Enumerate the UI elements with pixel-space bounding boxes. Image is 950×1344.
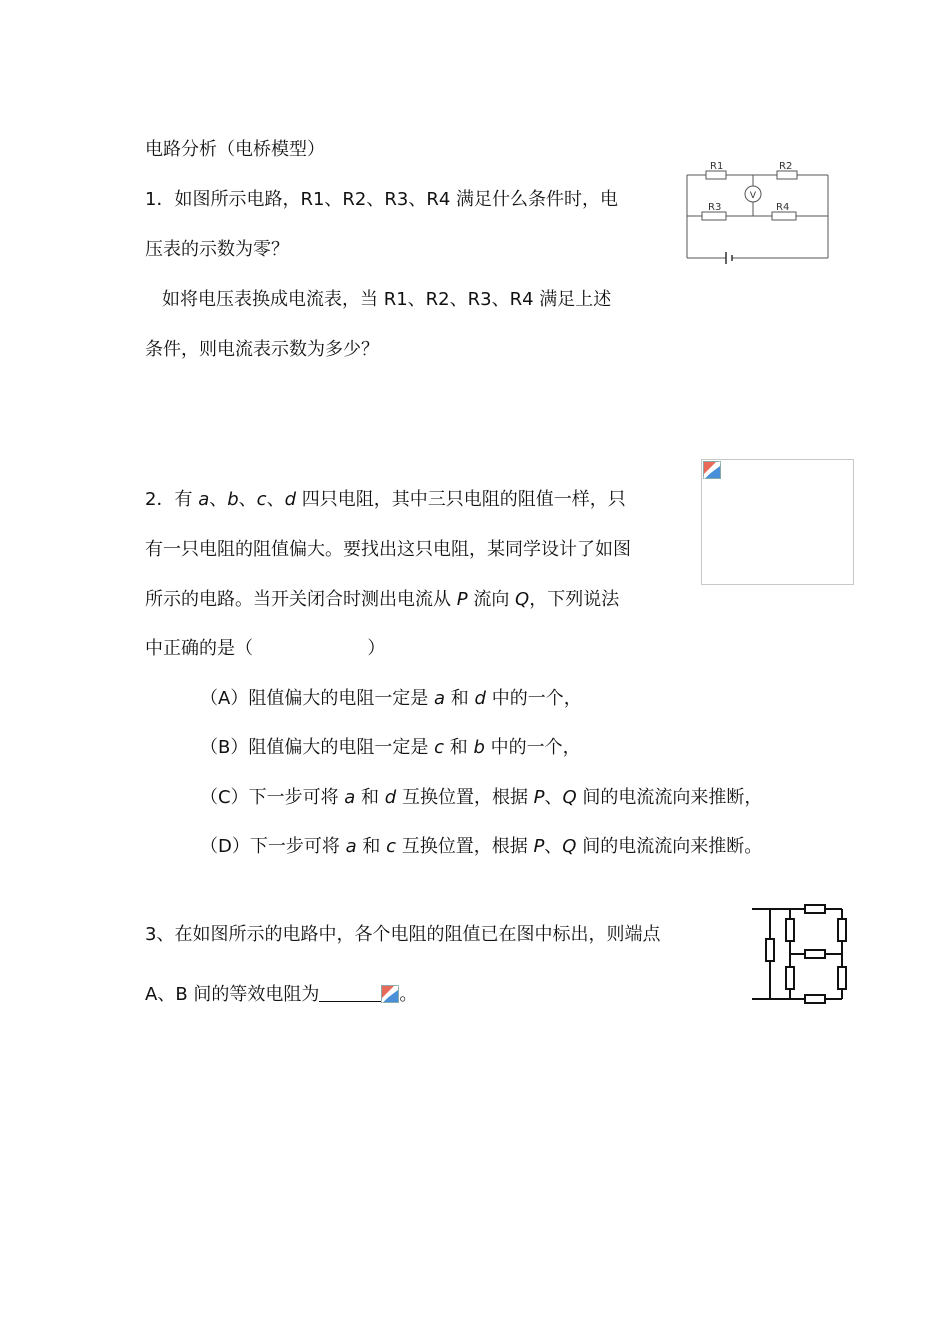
voltmeter-label: V — [749, 191, 757, 201]
q1-line-2: 压表的示数为零？ — [145, 239, 289, 260]
q2-figure-placeholder — [701, 459, 854, 585]
label-r1: R1 — [710, 161, 724, 172]
broken-image-icon — [381, 985, 399, 1003]
q2-line-3: 所示的电路。当开关闭合时测出电流从 P 流向 Q，下列说法 — [145, 589, 620, 610]
q2-option-b: （B）阻值偏大的电阻一定是 c 和 b 中的一个， — [200, 737, 581, 758]
q3-resistor-network-figure — [750, 903, 850, 1003]
label-r3: R3 — [708, 202, 722, 213]
q1-line-1: 1．如图所示电路，R1、R2、R3、R4 满足什么条件时，电 — [145, 189, 619, 210]
q3-line-1: 3、在如图所示的电路中，各个电阻的阻值已在图中标出，则端点 — [145, 924, 661, 945]
label-r2: R2 — [779, 161, 793, 172]
q1-line-4: 条件，则电流表示数为多少？ — [145, 339, 379, 360]
label-r4: R4 — [776, 202, 790, 213]
q2-line-1: 2．有 a、b、c、d 四只电阻，其中三只电阻的阻值一样，只 — [145, 489, 626, 510]
q2-option-a: （A）阻值偏大的电阻一定是 a 和 d 中的一个， — [200, 688, 582, 709]
page-title: 电路分析（电桥模型） — [145, 139, 325, 160]
q2-line-2: 有一只电阻的阻值偏大。要找出这只电阻，某同学设计了如图 — [145, 539, 631, 560]
q3-line-2: A、B 间的等效电阻为 。 — [145, 984, 418, 1005]
q1-bridge-circuit-figure — [684, 158, 834, 268]
q2-option-c: （C）下一步可将 a 和 d 互换位置，根据 P、Q 间的电流流向来推断， — [200, 787, 763, 808]
answer-blank — [319, 983, 381, 1002]
q2-line-4: 中正确的是（ ） — [145, 638, 386, 659]
broken-image-icon — [703, 461, 721, 479]
q2-option-d: （D）下一步可将 a 和 c 互换位置，根据 P、Q 间的电流流向来推断。 — [200, 836, 763, 857]
q1-line-3: 如将电压表换成电流表，当 R1、R2、R3、R4 满足上述 — [162, 289, 612, 310]
